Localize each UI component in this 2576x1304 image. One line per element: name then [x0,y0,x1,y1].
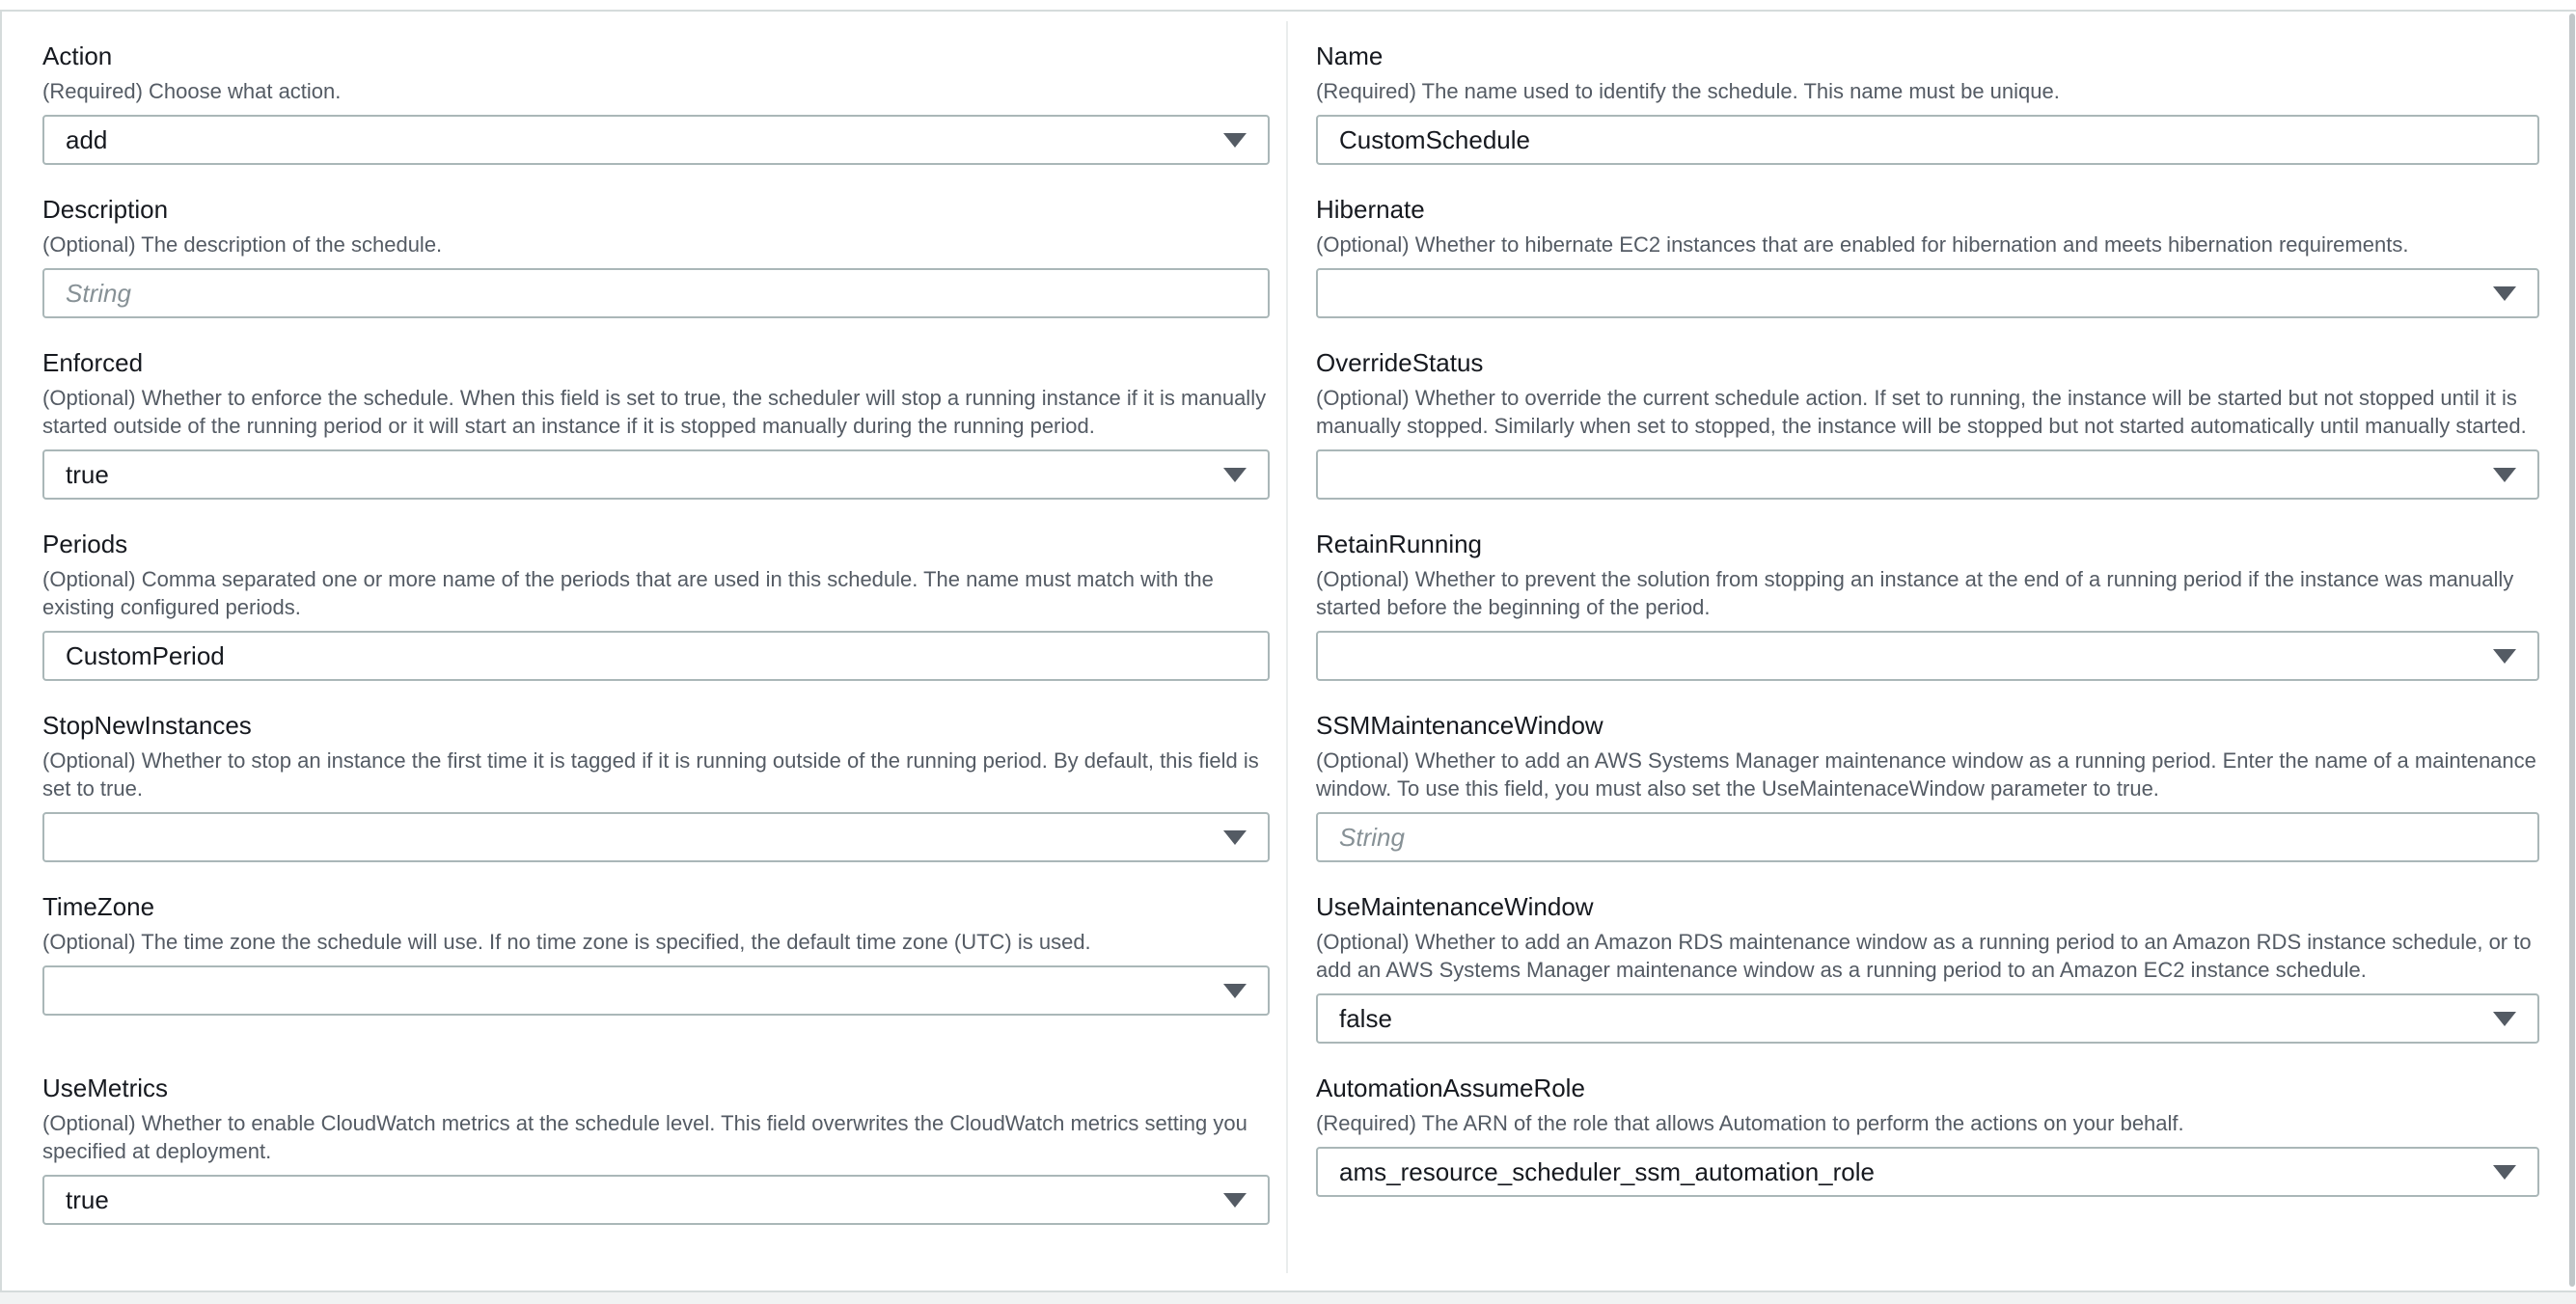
ssm-maintenance-window-label: SSMMaintenanceWindow [1316,711,1603,740]
chevron-down-icon [2493,468,2516,482]
stop-new-instances-label: StopNewInstances [42,711,252,740]
automation-assume-role-select[interactable] [1316,1147,2539,1197]
column-divider [1286,21,1288,1273]
automation-assume-role-label: AutomationAssumeRole [1316,1073,1585,1102]
time-zone-description: (Optional) The time zone the schedule will use. If no time zone is specified, the default time zone (UTC) is used. [42,930,1091,954]
action-select-value: add [66,124,108,154]
enforced-label: Enforced [42,348,144,377]
use-metrics-label: UseMetrics [42,1073,169,1102]
periods-description: (Optional) Comma separated one or more name of the periods that are used in this schedule. The name must match with the existing configured periods. [42,567,1214,619]
enforced-select-value: true [66,459,109,489]
use-maintenance-window-description: (Optional) Whether to add an Amazon RDS maintenance window as a running period to an Amazon RDS instance schedule, or to add an AWS Systems Manager maintenance window as a running period to an Amazon EC2 instance schedule. [1316,930,2532,982]
chevron-down-icon [2493,1165,2516,1180]
use-metrics-select-value: true [66,1184,109,1214]
field-time-zone [42,891,1291,1073]
hibernate-description: (Optional) Whether to hibernate EC2 instances that are enabled for hibernation and meets hibernation requirements. [1316,232,2409,257]
enforced-description: (Optional) Whether to enforce the schedule. When this field is set to true, the scheduler will stop a running instance if it is manually started outside of the running period or it will start an instance if it is stopped manually during the running period. [42,386,1267,438]
ssm-maintenance-window-description: (Optional) Whether to add an AWS Systems Manager maintenance window as a running period. Enter the name of a maintenance window. To use this field, you must also set the UseMaintenaceWindow parameter to true. [1316,748,2536,801]
action-label: Action [42,41,113,70]
chevron-down-icon [1223,133,1247,148]
field-periods [42,529,1291,710]
hibernate-label: Hibernate [1316,195,1425,224]
field-automation-assume-role [1291,1073,2539,1254]
retain-running-select[interactable] [1316,631,2539,681]
stop-new-instances-description: (Optional) Whether to stop an instance the first time it is tagged if it is running outside of the running period. By default, this field is set to true. [42,748,1259,801]
field-stop-new-instances [42,710,1291,891]
chevron-down-icon [1223,830,1247,845]
chevron-down-icon [2493,1012,2516,1026]
field-use-metrics [42,1073,1291,1254]
periods-label: Periods [42,530,128,558]
field-enforced [42,347,1291,529]
use-metrics-select[interactable] [42,1175,1270,1225]
chevron-down-icon [2493,286,2516,301]
periods-input[interactable] [42,631,1270,681]
chevron-down-icon [2493,649,2516,664]
ssm-maintenance-window-input[interactable] [1316,812,2539,862]
field-action [42,41,1291,194]
automation-assume-role-description: (Required) The ARN of the role that allows Automation to perform the actions on your behalf. [1316,1111,2184,1135]
field-description [42,194,1291,347]
retain-running-description: (Optional) Whether to prevent the solution from stopping an instance at the end of a running period if the instance was manually started before the beginning of the period. [1316,567,2514,619]
name-label: Name [1316,41,1384,70]
action-description: (Required) Choose what action. [42,79,342,103]
use-maintenance-window-select[interactable] [1316,993,2539,1044]
name-description: (Required) The name used to identify the schedule. This name must be unique. [1316,79,2060,103]
stop-new-instances-select[interactable] [42,812,1270,862]
automation-assume-role-select-value: ams_resource_scheduler_ssm_automation_role [1339,1156,1875,1186]
time-zone-label: TimeZone [42,892,155,921]
retain-running-label: RetainRunning [1316,530,1483,558]
use-maintenance-window-select-value: false [1339,1003,1392,1033]
field-hibernate [1291,194,2539,347]
field-override-status [1291,347,2539,529]
chevron-down-icon [1223,1193,1247,1208]
description-description: (Optional) The description of the schedule. [42,232,443,257]
field-ssm-maintenance-window [1291,710,2539,891]
override-status-description: (Optional) Whether to override the current schedule action. If set to running, the instance will be started but not stopped until it is manually stopped. Similarly when set to stopped, the instance will be stopped but not started automatically until manually started. [1316,386,2527,438]
enforced-select[interactable] [42,449,1270,500]
hibernate-select[interactable] [1316,268,2539,318]
description-label: Description [42,195,169,224]
chevron-down-icon [1223,984,1247,998]
name-input[interactable] [1316,115,2539,165]
use-metrics-description: (Optional) Whether to enable CloudWatch metrics at the schedule level. This field overwrites the CloudWatch metrics setting you specified at deployment. [42,1111,1247,1163]
field-retain-running [1291,529,2539,710]
chevron-down-icon [1223,468,1247,482]
field-use-maintenance-window [1291,891,2539,1073]
use-maintenance-window-label: UseMaintenanceWindow [1316,892,1594,921]
time-zone-select[interactable] [42,965,1270,1016]
field-name [1291,41,2539,194]
vertical-scrollbar[interactable] [2569,14,2575,1287]
action-select[interactable] [42,115,1270,165]
parameters-form [2,12,2576,1254]
description-input[interactable] [42,268,1270,318]
parameters-panel [0,10,2576,1292]
override-status-select[interactable] [1316,449,2539,500]
override-status-label: OverrideStatus [1316,348,1484,377]
top-strip [0,0,2576,10]
